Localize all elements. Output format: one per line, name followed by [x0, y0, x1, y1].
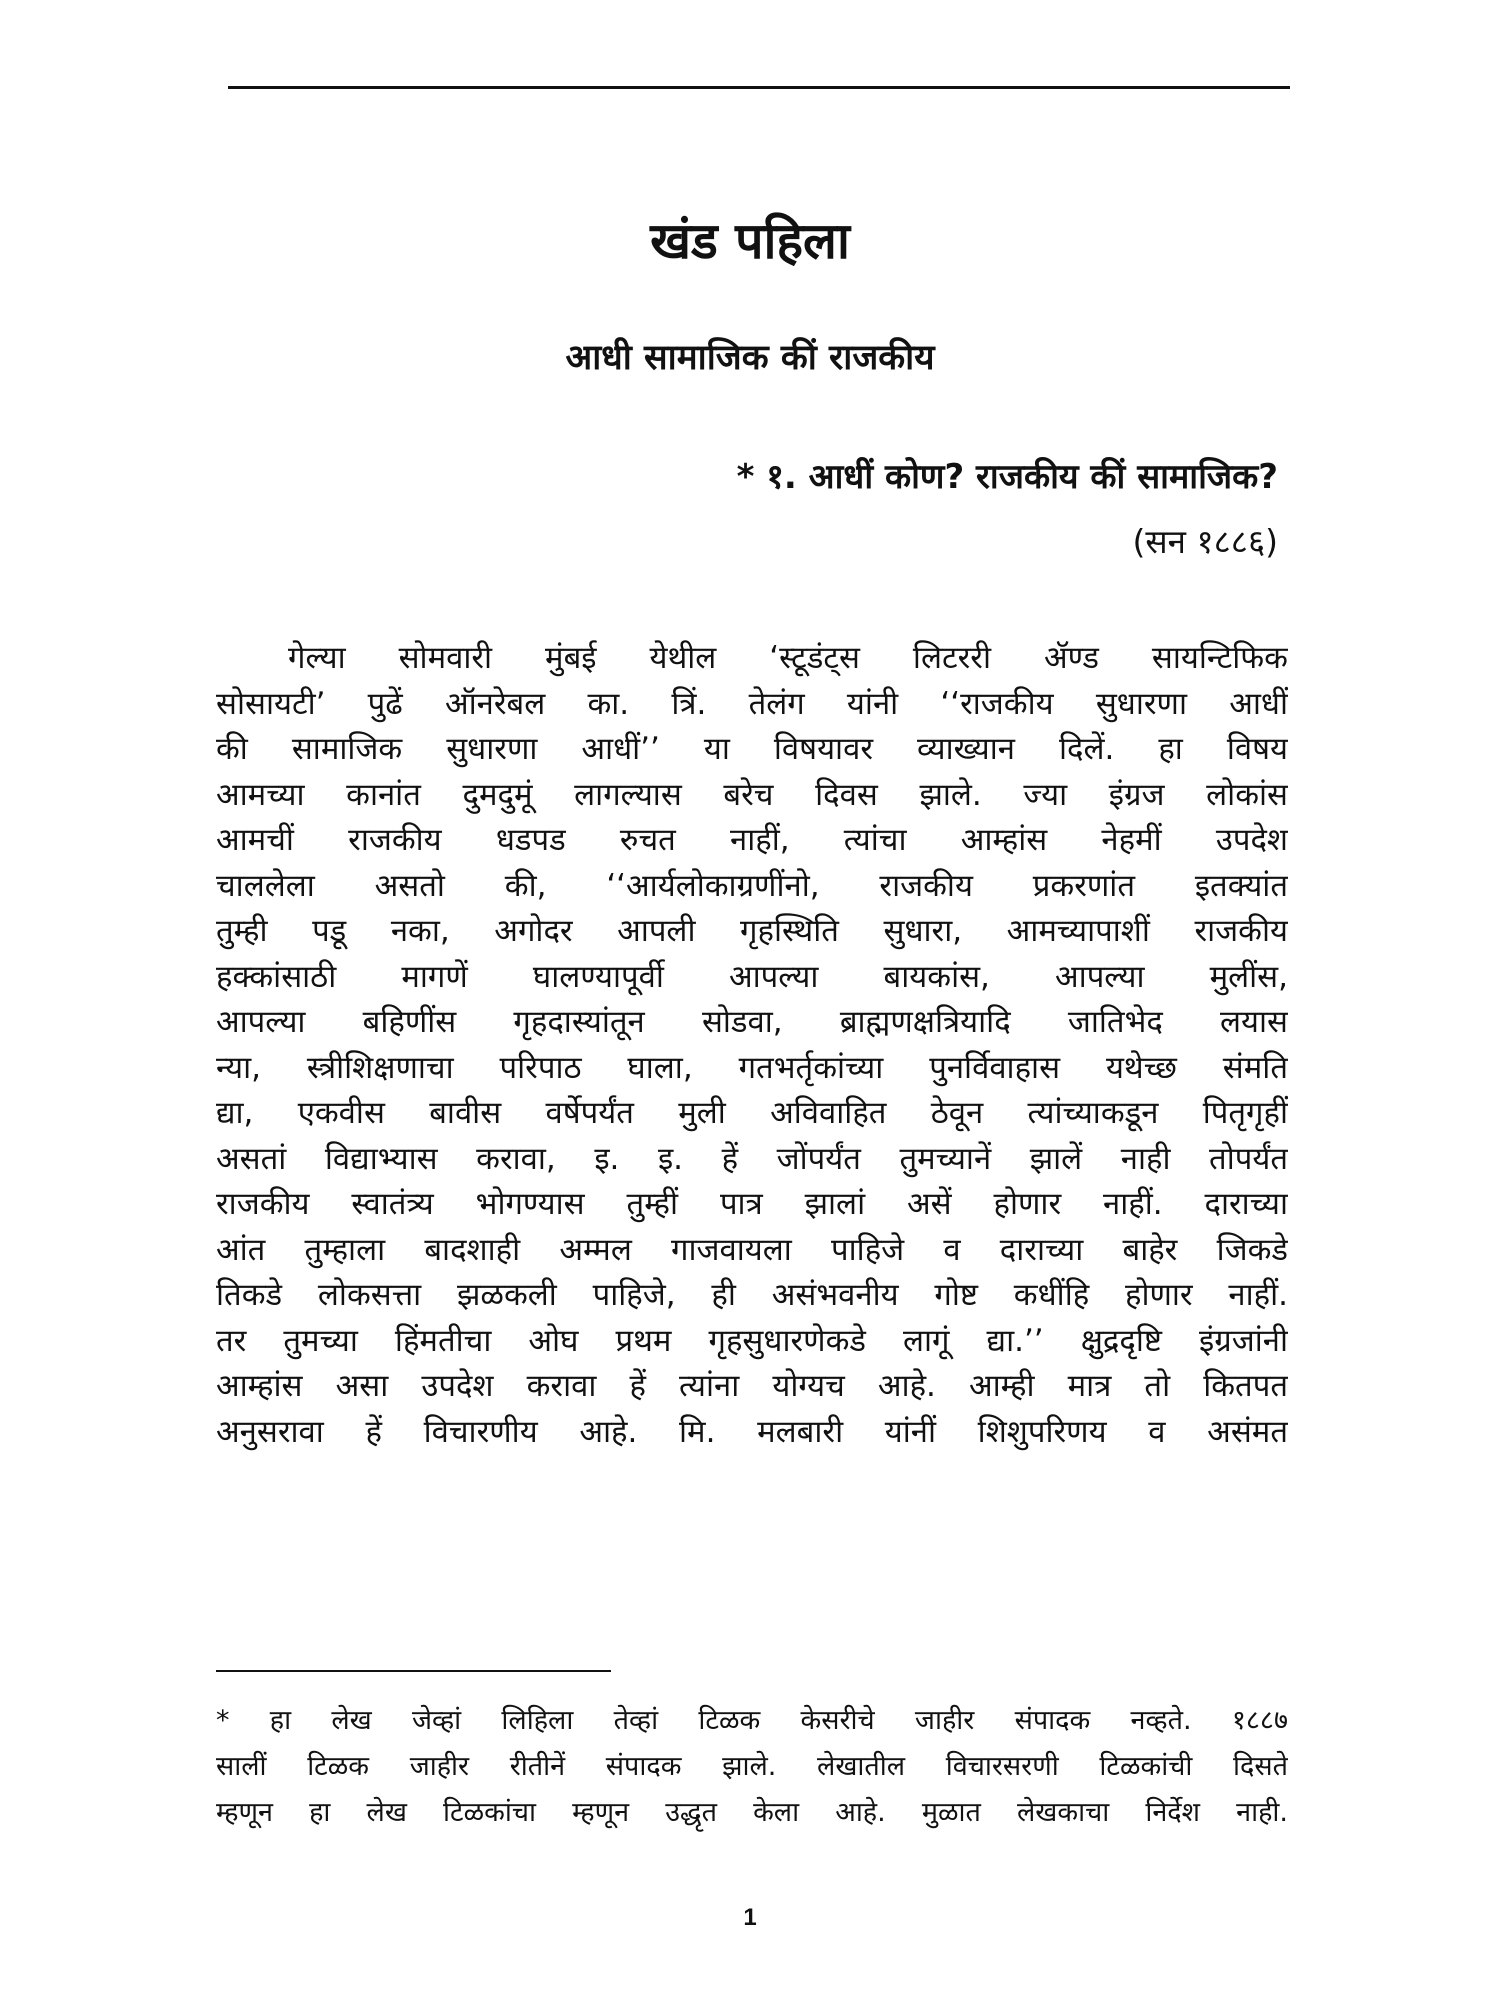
chapter-title: खंड पहिला: [650, 212, 850, 270]
footnote: [216, 1698, 1288, 1836]
footnote-line: सालीं टिळक जाहीर रीतीनें संपादक झाले. लेखातील विचारसरणी टिळकांची दिसते: [216, 1751, 1288, 1782]
body-line: द्या, एकवीस बावीस वर्षेपर्यंत मुली अविवाहित ठेवून त्यांच्याकडून पितृगृहीं: [216, 1095, 1288, 1131]
article-heading: * १. आधीं कोण? राजकीय कीं सामाजिक?: [736, 457, 1278, 497]
article-year: (सन १८८६): [1132, 522, 1278, 561]
section-title: आधी सामाजिक कीं राजकीय: [565, 338, 935, 378]
body-line: हक्कांसाठी मागणें घालण्यापूर्वी आपल्या बायकांस, आपल्या मुलींस,: [216, 958, 1288, 995]
top-rule: [228, 86, 1290, 89]
body-line: आंत तुम्हाला बादशाही अम्मल गाजवायला पाहिजे व दाराच्या बाहेर जिकडे: [216, 1231, 1288, 1268]
body-line: असतां विद्याभ्यास करावा, इ. इ. हें जोंपर्यंत तुमच्यानें झालें नाही तोपर्यंत: [216, 1140, 1288, 1177]
footnote-rule: [216, 1670, 611, 1672]
page-number: 1: [743, 1904, 757, 1931]
body-line: तर तुमच्या हिंमतीचा ओघ प्रथम गृहसुधारणेकडे लागूं द्या.’’ क्षुद्रदृष्टि इंग्रजांनी: [216, 1322, 1288, 1359]
body-line: आपल्या बहिणींस गृहदास्यांतून सोडवा, ब्राह्मणक्षत्रियादि जातिभेद लयास: [216, 1004, 1288, 1040]
body-line: चाललेला असतो की, ‘‘आर्यलोकाग्रणींनो, राजकीय प्रकरणांत इतक्यांत: [216, 867, 1288, 904]
body-line: की सामाजिक सुधारणा आधीं’’ या विषयावर व्याख्यान दिलें. हा विषय: [216, 731, 1288, 767]
body-line: न्या, स्त्रीशिक्षणाचा परिपाठ घाला, गतभर्तृकांच्या पुनर्विवाहास यथेच्छ संमति: [216, 1049, 1288, 1086]
body-line: आमच्या कानांत दुमदुमूं लागल्यास बरेच दिवस झाले. ज्या इंग्रज लोकांस: [216, 776, 1288, 813]
body-line: गेल्या सोमवारी मुंबई येथील ‘स्टूडंट्स लिटररी ॲण्ड सायन्टिफिक: [288, 640, 1288, 676]
body-line: आम्हांस असा उपदेश करावा हें त्यांना योग्यच आहे. आम्ही मात्र तो कितपत: [216, 1368, 1288, 1404]
body-line: तुम्ही पडू नका, अगोदर आपली गृहस्थिति सुधारा, आमच्यापाशीं राजकीय: [216, 913, 1288, 949]
footnote-line: म्हणून हा लेख टिळकांचा म्हणून उद्धृत केला आहे. मुळात लेखकाचा निर्देश नाही.: [216, 1797, 1288, 1828]
body-line: सोसायटी’ पुढें ऑनरेबल का. त्रिं. तेलंग यांनी ‘‘राजकीय सुधारणा आधीं: [216, 685, 1288, 722]
body-line: आमचीं राजकीय धडपड रुचत नाहीं, त्यांचा आम्हांस नेहमीं उपदेश: [216, 822, 1288, 858]
footnote-line: * हा लेख जेव्हां लिहिला तेव्हां टिळक केसरीचे जाहीर संपादक नव्हते. १८८७: [216, 1705, 1288, 1736]
body-line: राजकीय स्वातंत्र्य भोगण्यास तुम्हीं पात्र झालां असें होणार नाहीं. दाराच्या: [216, 1186, 1288, 1222]
body-paragraph: [216, 636, 1288, 1455]
body-line: अनुसरावा हें विचारणीय आहे. मि. मलबारी यांनीं शिशुपरिणय व असंमत: [216, 1413, 1288, 1450]
body-line: तिकडे लोकसत्ता झळकली पाहिजे, ही असंभवनीय गोष्ट कधींहि होणार नाहीं.: [216, 1277, 1288, 1313]
